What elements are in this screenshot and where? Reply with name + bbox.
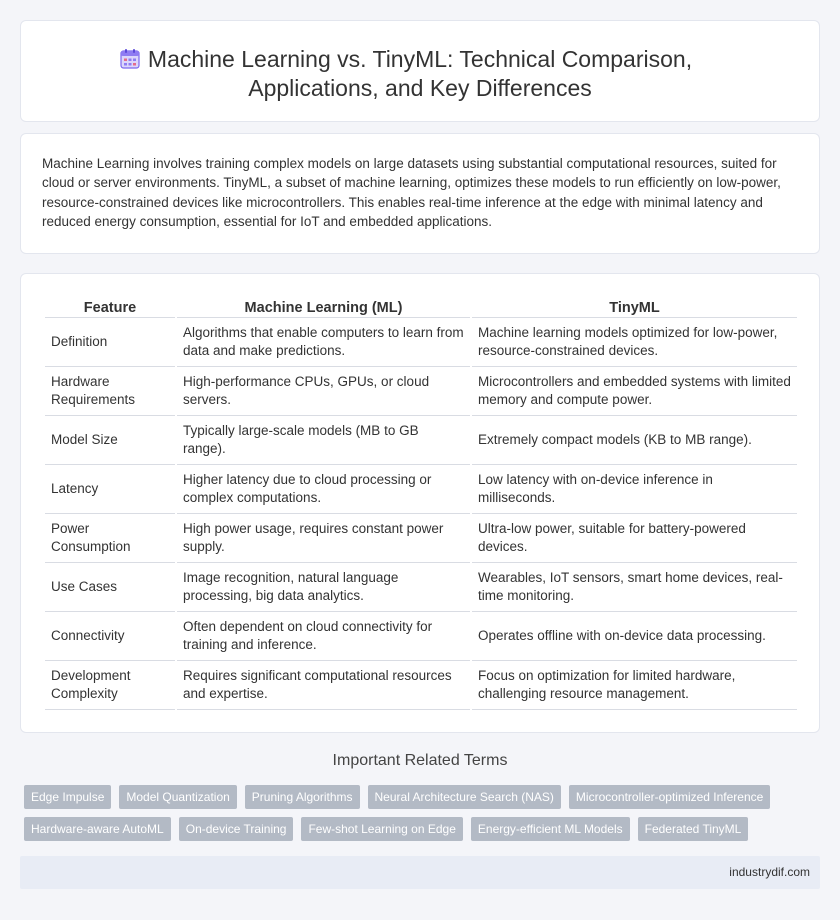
- table-cell-feature: Use Cases: [45, 563, 175, 612]
- table-row: [45, 367, 797, 416]
- table-cell-ml: Often dependent on cloud connectivity for training and inference.: [177, 612, 470, 661]
- tag-energy-efficient-ml-models[interactable]: Energy-efficient ML Models: [471, 817, 630, 841]
- table-cell-tinyml: Ultra-low power, suitable for battery-powered devices.: [472, 514, 797, 563]
- page-title: [21, 45, 819, 103]
- tag-edge-impulse[interactable]: Edge Impulse: [24, 785, 111, 809]
- tag-hardware-aware-automl[interactable]: Hardware-aware AutoML: [24, 817, 171, 841]
- header-ml: Machine Learning (ML): [177, 296, 470, 318]
- related-terms-tags: [24, 785, 814, 849]
- table-cell-tinyml: Extremely compact models (KB to MB range).: [472, 416, 797, 465]
- tag-federated-tinyml[interactable]: Federated TinyML: [638, 817, 749, 841]
- table-cell-ml: High-performance CPUs, GPUs, or cloud servers.: [177, 367, 470, 416]
- table-cell-feature: Model Size: [45, 416, 175, 465]
- table-header-row: [45, 296, 797, 318]
- table-cell-tinyml: Wearables, IoT sensors, smart home devices, real-time monitoring.: [472, 563, 797, 612]
- table-row: [45, 563, 797, 612]
- header-tinyml: TinyML: [472, 296, 797, 318]
- comparison-table: [43, 296, 799, 710]
- page-title-line2: Applications, and Key Differences: [248, 75, 592, 101]
- table-cell-ml: Requires significant computational resources and expertise.: [177, 661, 470, 710]
- tag-microcontroller-optimized-inference[interactable]: Microcontroller-optimized Inference: [569, 785, 770, 809]
- footer-site-link[interactable]: industrydif.com: [729, 865, 810, 879]
- related-terms-title: Important Related Terms: [332, 752, 508, 769]
- table-cell-feature: Power Consumption: [45, 514, 175, 563]
- tag-model-quantization[interactable]: Model Quantization: [119, 785, 236, 809]
- table-cell-tinyml: Machine learning models optimized for low-power, resource-constrained devices.: [472, 318, 797, 367]
- tag-row: [24, 785, 814, 809]
- comparison-table-card: [20, 273, 820, 733]
- table-cell-tinyml: Focus on optimization for limited hardware, challenging resource management.: [472, 661, 797, 710]
- table-cell-ml: Higher latency due to cloud processing or complex computations.: [177, 465, 470, 514]
- intro-card: [20, 133, 820, 254]
- table-cell-ml: High power usage, requires constant power supply.: [177, 514, 470, 563]
- table-cell-ml: Image recognition, natural language processing, big data analytics.: [177, 563, 470, 612]
- table-cell-tinyml: Microcontrollers and embedded systems with limited memory and compute power.: [472, 367, 797, 416]
- table-cell-feature: Connectivity: [45, 612, 175, 661]
- table-cell-ml: Typically large-scale models (MB to GB range).: [177, 416, 470, 465]
- footer: [20, 856, 820, 889]
- table-cell-feature: Latency: [45, 465, 175, 514]
- table-row: [45, 661, 797, 710]
- header-feature: Feature: [45, 296, 175, 318]
- table-row: [45, 416, 797, 465]
- tag-pruning-algorithms[interactable]: Pruning Algorithms: [245, 785, 360, 809]
- intro-paragraph: Machine Learning involves training complex models on large datasets using substantial computational resources, suited for cloud or server environments. TinyML, a subset of machine learning, optimizes these models to run efficiently on low-power, resource-constrained devices like microcontrollers. This enables real-time inference at the edge with minimal latency and reduced energy consumption, essential for IoT and embedded applications.: [42, 156, 781, 230]
- tag-few-shot-learning-on-edge[interactable]: Few-shot Learning on Edge: [301, 817, 462, 841]
- table-cell-tinyml: Operates offline with on-device data processing.: [472, 612, 797, 661]
- table-cell-feature: Development Complexity: [45, 661, 175, 710]
- tag-on-device-training[interactable]: On-device Training: [179, 817, 294, 841]
- table-row: [45, 318, 797, 367]
- table-cell-ml: Algorithms that enable computers to learn from data and make predictions.: [177, 318, 470, 367]
- table-row: [45, 612, 797, 661]
- table-row: [45, 514, 797, 563]
- table-row: [45, 465, 797, 514]
- table-cell-feature: Hardware Requirements: [45, 367, 175, 416]
- table-cell-tinyml: Low latency with on-device inference in milliseconds.: [472, 465, 797, 514]
- page-title-line1: Machine Learning vs. TinyML: Technical Comparison,: [147, 46, 693, 72]
- title-card: [20, 20, 820, 122]
- tag-neural-architecture-search[interactable]: Neural Architecture Search (NAS): [368, 785, 561, 809]
- table-cell-feature: Definition: [45, 318, 175, 367]
- tag-row: [24, 817, 814, 841]
